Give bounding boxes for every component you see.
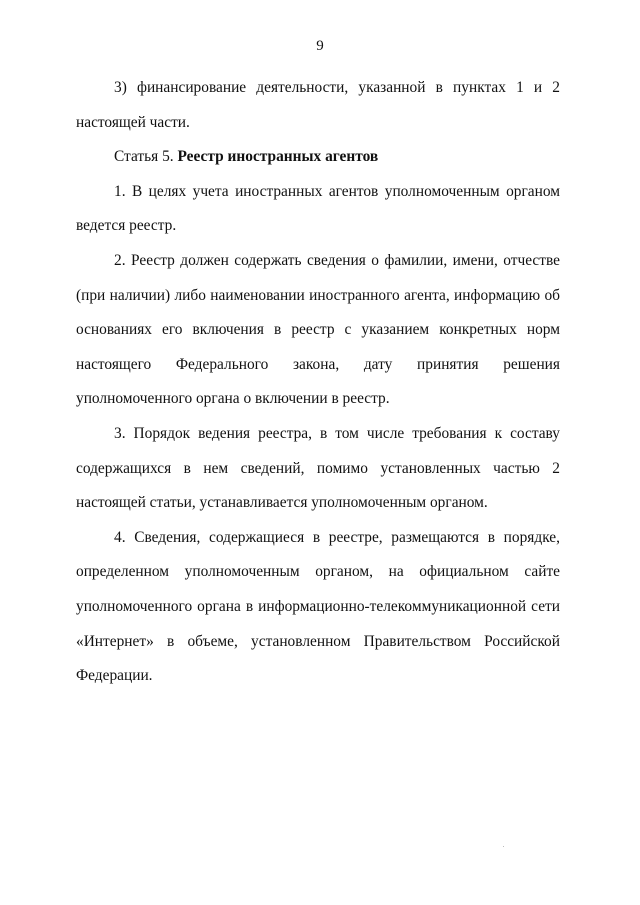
paragraph-4: 4. Сведения, содержащиеся в реестре, размещаются в порядке, определенном уполномоченным органом, на официальном сайте уполномоченного органа в информационно-телекоммуникационной сети «Интернет» в объеме, установленном Правительством Российской Федерации. bbox=[76, 528, 560, 685]
page-number: 9 bbox=[316, 38, 324, 54]
document-body bbox=[76, 71, 560, 694]
article-number: Статья 5. bbox=[114, 148, 174, 166]
paragraph-1: 1. В целях учета иностранных агентов уполномоченным органом ведется реестр. bbox=[76, 182, 560, 235]
article-heading bbox=[76, 140, 560, 175]
paragraph-3: 3. Порядок ведения реестра, в том числе требования к составу содержащихся в нем сведений, помимо установленных частью 2 настоящей статьи, устанавливается уполномоченным органом. bbox=[76, 424, 560, 512]
scan-speck bbox=[503, 846, 504, 847]
paragraph-item-3: 3) финансирование деятельности, указанной в пунктах 1 и 2 настоящей части. bbox=[76, 79, 560, 131]
paragraph-2: 2. Реестр должен содержать сведения о фамилии, имени, отчестве (при наличии) либо наименовании иностранного агента, информацию об основаниях его включения в реестр с указанием конкретных норм настоящего Федерального закона, дату принятия решения уполномоченного органа о включении в реестр. bbox=[76, 251, 560, 408]
article-title: Реестр иностранных агентов bbox=[177, 148, 379, 166]
